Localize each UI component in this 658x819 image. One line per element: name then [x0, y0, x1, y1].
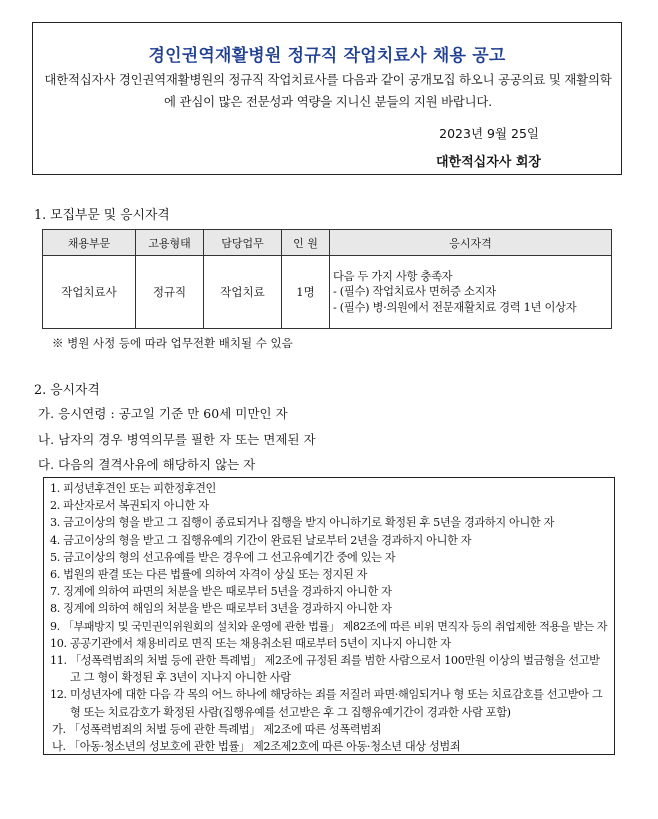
notice-signer: 대한적십자사 회장 [436, 155, 541, 170]
cell-field: 작업치료사 [43, 256, 136, 329]
recruitment-table [42, 229, 612, 329]
list-item: 2. 파산자로서 복권되지 아니한 자 [50, 499, 209, 513]
disqualification-list [43, 477, 615, 755]
notice-date: 2023년 9월 25일 [439, 126, 539, 141]
qualification-line: - (필수) 작업치료사 면허증 소지자 [333, 285, 496, 299]
qualification-line: - (필수) 병·의원에서 전문재활치료 경력 1년 이상자 [333, 300, 577, 314]
list-item: 8. 징계에 의하여 해임의 처분을 받은 때로부터 3년을 경과하지 아니한 자 [50, 602, 392, 616]
column-header-field: 채용부문 [43, 230, 136, 256]
list-item: 4. 금고이상의 형을 받고 그 집행유예의 기간이 완료된 날로부터 2년을 경과하지 아니한 자 [50, 533, 472, 547]
list-item: 5. 금고이상의 형의 선고유예를 받은 경우에 그 선고유예기간 중에 있는 자 [50, 550, 396, 564]
list-item: 3. 금고이상의 형을 받고 그 집행이 종료되거나 집행을 받지 아니하기로 확정된 후 5년을 경과하지 아니한 자 [50, 516, 555, 530]
column-header-duty: 담당업무 [204, 230, 282, 256]
list-item: 7. 징계에 의하여 파면의 처분을 받은 때로부터 5년을 경과하지 아니한 자 [50, 585, 392, 599]
cell-qualifications [330, 256, 612, 329]
list-item: 나. 「아동·청소년의 성보호에 관한 법률」 제2조제2호에 따른 아동·청소년 대상 성범죄 [52, 740, 461, 754]
table-header-row [43, 230, 612, 256]
notice-intro: 대한적십자사 경인권역재활병원의 정규직 작업치료사를 다음과 같이 공개모집 하오니 공공의료 및 재활의학에 관심이 많은 전문성과 역량을 지니신 분들의 지원 바랍니다. [44, 72, 612, 109]
condition-age: 가. 응시연령 : 공고일 기준 만 60세 미만인 자 [38, 406, 288, 421]
section1-title: 1. 모집부문 및 응시자격 [34, 208, 170, 223]
column-header-count: 인 원 [282, 230, 330, 256]
cell-type: 정규직 [136, 256, 204, 329]
notice-title: 경인권역재활병원 정규직 작업치료사 채용 공고 [148, 46, 506, 66]
condition-disqualification: 다. 다음의 결격사유에 해당하지 않는 자 [38, 457, 256, 472]
cell-count: 1명 [282, 256, 330, 329]
column-header-qualifications: 응시자격 [330, 230, 612, 256]
qualification-line: 다음 두 가지 사항 충족자 [333, 269, 453, 283]
list-item: 9. 「부패방지 및 국민권익위원회의 설치와 운영에 관한 법률」 제82조에 따른 비위 면직자 등의 취업제한 적용을 받는 자 [50, 619, 608, 633]
list-item: 12. 미성년자에 대한 다음 각 목의 어느 하나에 해당하는 죄를 저질러 파면·해임되거나 형 또는 치료감호를 선고받아 그 형 또는 치료감호가 확정된 사람(집행유예를 선고받은 후 그 집행유예기간이 경과한 사람 포함) [50, 688, 603, 719]
section2-title: 2. 응시자격 [34, 383, 100, 398]
cell-duty: 작업치료 [204, 256, 282, 329]
list-item: 1. 피성년후견인 또는 피한정후견인 [50, 482, 216, 495]
notice-header-box [32, 22, 622, 175]
list-item: 가. 「성폭력범죄의 처벌 등에 관한 특례법」 제2조에 따른 성폭력범죄 [52, 722, 382, 736]
table-row [43, 256, 612, 329]
reassignment-note: ※ 병원 사정 등에 따라 업무전환 배치될 수 있음 [52, 336, 293, 350]
list-item: 11. 「성폭력범죄의 처벌 등에 관한 특례법」 제2조에 규정된 죄를 범한 사람으로서 100만원 이상의 벌금형을 선고받고 그 형이 확정된 후 3년이 지나지 아니한 사람 [50, 654, 600, 685]
condition-military: 나. 남자의 경우 병역의무를 필한 자 또는 면제된 자 [38, 432, 316, 447]
list-item: 6. 법원의 판결 또는 다른 법률에 의하여 자격이 상실 또는 정지된 자 [50, 568, 368, 582]
list-item: 10. 공공기관에서 채용비리로 면직 또는 채용취소된 때로부터 5년이 지나지 아니한 자 [50, 636, 451, 650]
column-header-type: 고용형태 [136, 230, 204, 256]
